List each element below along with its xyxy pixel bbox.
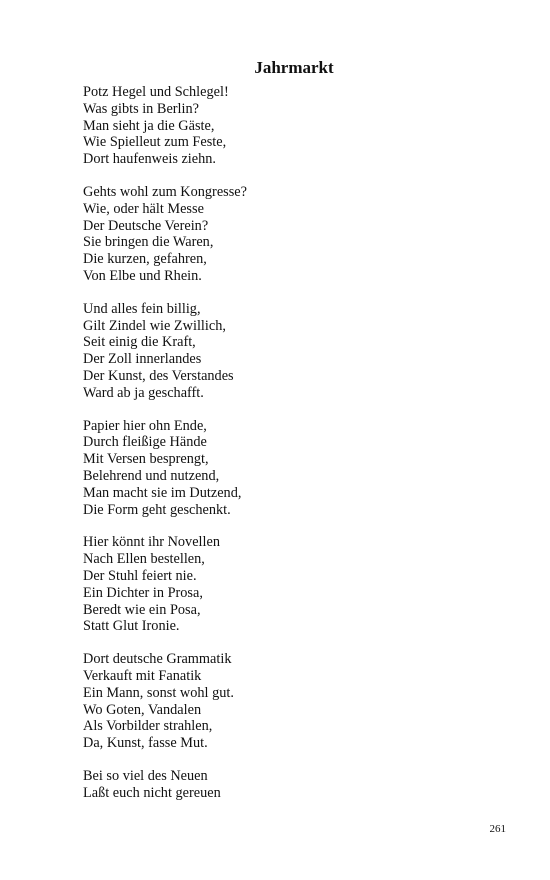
verse-line: Wie, oder hält Messe bbox=[83, 200, 204, 217]
poem-title: Jahrmarkt bbox=[254, 58, 334, 77]
stanza bbox=[83, 534, 513, 635]
verse-line: Der Deutsche Verein? bbox=[83, 217, 209, 234]
verse-line: Da, Kunst, fasse Mut. bbox=[83, 735, 208, 752]
verse-line: Gehts wohl zum Kongresse? bbox=[83, 183, 247, 200]
page-number: 261 bbox=[489, 823, 506, 835]
verse-line: Beredt wie ein Posa, bbox=[83, 601, 201, 618]
verse-line: Mit Versen besprengt, bbox=[83, 451, 209, 468]
verse-line: Ward ab ja geschafft. bbox=[83, 384, 204, 401]
stanza bbox=[83, 651, 513, 752]
verse-line: Und alles fein billig, bbox=[83, 300, 201, 317]
verse-line: Wie Spielleut zum Feste, bbox=[83, 134, 227, 151]
verse-line: Hier könnt ihr Novellen bbox=[83, 534, 220, 551]
verse-line: Ein Dichter in Prosa, bbox=[83, 584, 203, 601]
verse-line: Verkauft mit Fanatik bbox=[83, 667, 202, 684]
verse-line: Wo Goten, Vandalen bbox=[83, 701, 202, 718]
stanza bbox=[83, 84, 513, 168]
verse-line: Der Stuhl feiert nie. bbox=[83, 567, 197, 584]
verse-line: Sie bringen die Waren, bbox=[83, 234, 214, 251]
verse-line: Der Kunst, des Verstandes bbox=[83, 367, 234, 384]
verse-line: Dort haufenweis ziehn. bbox=[83, 151, 216, 168]
stanza bbox=[83, 301, 513, 402]
verse-line: Durch fleißige Hände bbox=[83, 434, 207, 451]
verse-line: Dort deutsche Grammatik bbox=[83, 651, 232, 668]
verse-line: Bei so viel des Neuen bbox=[83, 767, 208, 784]
verse-line: Die Form geht geschenkt. bbox=[83, 501, 231, 518]
verse-line: Die kurzen, gefahren, bbox=[83, 251, 207, 268]
verse-line: Von Elbe und Rhein. bbox=[83, 267, 202, 284]
poem-body bbox=[83, 84, 513, 817]
verse-line: Als Vorbilder strahlen, bbox=[83, 718, 213, 735]
verse-line: Man macht sie im Dutzend, bbox=[83, 484, 242, 501]
verse-line: Belehrend und nutzend, bbox=[83, 467, 220, 484]
verse-line: Laßt euch nicht gereuen bbox=[83, 784, 221, 801]
verse-line: Man sieht ja die Gäste, bbox=[83, 117, 215, 134]
verse-line: Nach Ellen bestellen, bbox=[83, 551, 205, 568]
stanza bbox=[83, 768, 513, 802]
verse-line: Der Zoll innerlandes bbox=[83, 351, 202, 368]
verse-line: Papier hier ohn Ende, bbox=[83, 417, 207, 434]
verse-line: Potz Hegel und Schlegel! bbox=[83, 84, 229, 100]
stanza bbox=[83, 418, 513, 519]
verse-line: Seit einig die Kraft, bbox=[83, 334, 196, 351]
verse-line: Gilt Zindel wie Zwillich, bbox=[83, 317, 226, 334]
verse-line: Ein Mann, sonst wohl gut. bbox=[83, 684, 234, 701]
stanza bbox=[83, 184, 513, 285]
verse-line: Statt Glut Ironie. bbox=[83, 618, 180, 635]
verse-line: Was gibts in Berlin? bbox=[83, 100, 199, 117]
